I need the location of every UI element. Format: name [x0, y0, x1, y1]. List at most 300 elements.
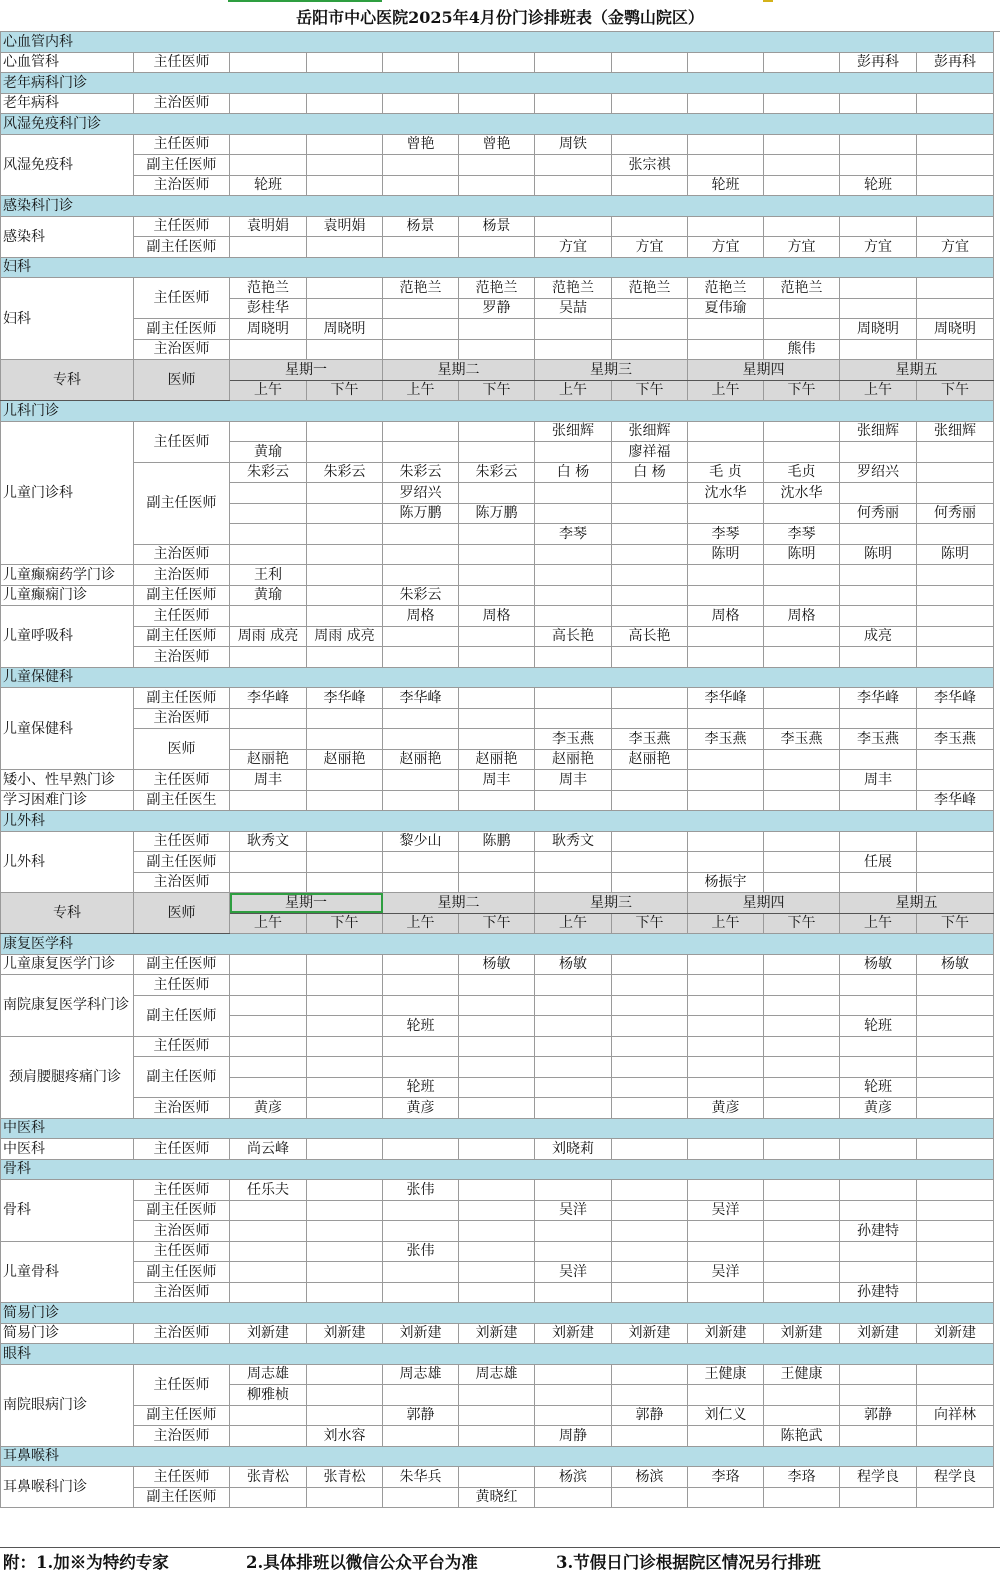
category-label: 感染科门诊: [1, 196, 994, 217]
schedule-cell: 周晓明: [230, 319, 307, 340]
schedule-cell: [230, 524, 307, 545]
dept-name: 心血管科: [1, 52, 134, 73]
doctor-title: 主任医师: [134, 278, 230, 319]
category-label: 中医科: [1, 1118, 994, 1139]
schedule-cell: [535, 565, 612, 586]
schedule-cell: [917, 708, 994, 729]
header-am: 上午: [230, 913, 307, 934]
schedule-cell: [230, 729, 307, 750]
schedule-row: [1, 1057, 994, 1078]
header-pm: 下午: [917, 380, 994, 401]
schedule-cell: 罗绍兴: [840, 462, 917, 483]
schedule-cell: [612, 1262, 688, 1283]
schedule-cell: [764, 1077, 840, 1098]
schedule-cell: [612, 565, 688, 586]
dept-name: 儿童康复医学门诊: [1, 954, 134, 975]
schedule-cell: [307, 1180, 383, 1201]
schedule-cell: [840, 524, 917, 545]
schedule-row: [1, 1036, 994, 1057]
schedule-cell: [688, 1487, 764, 1508]
schedule-cell: [612, 1098, 688, 1119]
schedule-cell: [840, 1180, 917, 1201]
doctor-title: 主任医师: [134, 770, 230, 791]
schedule-cell: 王利: [230, 565, 307, 586]
schedule-cell: 刘新建: [688, 1323, 764, 1344]
schedule-row: [1, 1467, 994, 1488]
schedule-cell: [917, 585, 994, 606]
schedule-cell: [764, 749, 840, 770]
schedule-cell: [688, 155, 764, 176]
schedule-cell: 沈水华: [764, 483, 840, 504]
schedule-cell: [917, 1241, 994, 1262]
schedule-cell: [840, 1262, 917, 1283]
schedule-cell: [840, 216, 917, 237]
schedule-cell: 方宜: [612, 237, 688, 258]
dept-name: 儿童癫痫门诊: [1, 585, 134, 606]
schedule-cell: 周丰: [459, 770, 535, 791]
schedule-cell: [612, 647, 688, 668]
schedule-cell: 曾艳: [459, 134, 535, 155]
schedule-row: [1, 339, 994, 360]
schedule-cell: 方宜: [840, 237, 917, 258]
schedule-cell: [230, 954, 307, 975]
schedule-cell: [230, 134, 307, 155]
schedule-cell: 李华峰: [383, 688, 459, 709]
schedule-cell: 陈明: [840, 544, 917, 565]
schedule-cell: [459, 1467, 535, 1488]
schedule-cell: 郭静: [612, 1405, 688, 1426]
schedule-cell: [917, 1282, 994, 1303]
schedule-cell: 程学良: [840, 1467, 917, 1488]
header-am: 上午: [230, 380, 307, 401]
schedule-cell: [917, 1364, 994, 1385]
header-pm: 下午: [459, 380, 535, 401]
schedule-cell: [459, 1385, 535, 1406]
title-bar: [0, 0, 1000, 32]
schedule-cell: 周静: [535, 1426, 612, 1447]
schedule-cell: [917, 483, 994, 504]
schedule-cell: [688, 1036, 764, 1057]
schedule-cell: 杨景: [383, 216, 459, 237]
schedule-cell: [917, 995, 994, 1016]
category-label: 儿童保健科: [1, 667, 994, 688]
schedule-cell: [535, 1036, 612, 1057]
schedule-cell: 刘新建: [535, 1323, 612, 1344]
schedule-cell: 李华峰: [230, 688, 307, 709]
schedule-cell: 何秀丽: [840, 503, 917, 524]
schedule-cell: [383, 1057, 459, 1078]
schedule-cell: [612, 975, 688, 996]
doctor-title: 副主任医师: [134, 585, 230, 606]
schedule-cell: 夏伟瑜: [688, 298, 764, 319]
schedule-cell: 张青松: [230, 1467, 307, 1488]
schedule-cell: [688, 216, 764, 237]
schedule-row: [1, 872, 994, 893]
header-day: 星期一: [230, 893, 383, 914]
schedule-cell: [764, 216, 840, 237]
schedule-cell: 朱彩云: [459, 462, 535, 483]
schedule-cell: 周丰: [535, 770, 612, 791]
schedule-cell: [688, 1016, 764, 1037]
schedule-cell: [307, 1200, 383, 1221]
footer-note-1: 附：1.加※为特约专家: [3, 1553, 169, 1572]
doctor-title: 主任医师: [134, 1139, 230, 1160]
schedule-cell: [688, 421, 764, 442]
schedule-cell: [459, 93, 535, 114]
schedule-cell: [535, 647, 612, 668]
category-label: 耳鼻喉科: [1, 1446, 994, 1467]
header-am: 上午: [535, 913, 612, 934]
schedule-cell: 黄晓红: [459, 1487, 535, 1508]
schedule-cell: [535, 1016, 612, 1037]
schedule-cell: 范艳兰: [535, 278, 612, 299]
schedule-cell: [383, 1282, 459, 1303]
schedule-cell: [307, 52, 383, 73]
category-label: 康复医学科: [1, 934, 994, 955]
schedule-row: [1, 954, 994, 975]
schedule-cell: [459, 483, 535, 504]
header-pm: 下午: [459, 913, 535, 934]
schedule-cell: [688, 1139, 764, 1160]
dept-name: 矮小、性早熟门诊: [1, 770, 134, 791]
schedule-cell: 郭静: [383, 1405, 459, 1426]
schedule-cell: [840, 339, 917, 360]
schedule-cell: [307, 1077, 383, 1098]
schedule-cell: [688, 975, 764, 996]
schedule-cell: [230, 1057, 307, 1078]
schedule-cell: 杨滨: [612, 1467, 688, 1488]
schedule-cell: [307, 524, 383, 545]
schedule-cell: [459, 1200, 535, 1221]
doctor-title: 副主任医生: [134, 790, 230, 811]
schedule-cell: 张细辉: [840, 421, 917, 442]
schedule-cell: [459, 585, 535, 606]
schedule-cell: [688, 134, 764, 155]
schedule-cell: [840, 1200, 917, 1221]
schedule-cell: [688, 1077, 764, 1098]
header-pm: 下午: [307, 380, 383, 401]
footer-note-3: 3.节假日门诊根据院区情况另行排班: [556, 1553, 821, 1572]
schedule-cell: 陈万鹏: [383, 503, 459, 524]
schedule-cell: [383, 1221, 459, 1242]
schedule-row: [1, 688, 994, 709]
category-row: [1, 667, 994, 688]
schedule-cell: [307, 421, 383, 442]
schedule-cell: [535, 995, 612, 1016]
schedule-row: [1, 1262, 994, 1283]
schedule-cell: 彭再科: [917, 52, 994, 73]
schedule-cell: 杨敏: [459, 954, 535, 975]
schedule-cell: [688, 1221, 764, 1242]
schedule-cell: [307, 1036, 383, 1057]
schedule-cell: [383, 1139, 459, 1160]
schedule-cell: [612, 872, 688, 893]
schedule-cell: [459, 1262, 535, 1283]
header-pm: 下午: [612, 380, 688, 401]
schedule-cell: [612, 1200, 688, 1221]
schedule-cell: 耿秀文: [535, 831, 612, 852]
schedule-cell: 轮班: [383, 1077, 459, 1098]
schedule-cell: 刘新建: [840, 1323, 917, 1344]
header-day: 星期四: [688, 893, 840, 914]
schedule-cell: 吴洋: [688, 1262, 764, 1283]
schedule-cell: [612, 319, 688, 340]
schedule-cell: [764, 319, 840, 340]
schedule-cell: [612, 1057, 688, 1078]
schedule-cell: 周格: [459, 606, 535, 627]
doctor-title: 主任医师: [134, 1241, 230, 1262]
schedule-cell: [612, 1077, 688, 1098]
schedule-cell: [688, 93, 764, 114]
schedule-row: [1, 995, 994, 1016]
schedule-cell: [840, 975, 917, 996]
schedule-cell: [383, 544, 459, 565]
schedule-cell: [917, 749, 994, 770]
doctor-title: 副主任医师: [134, 1262, 230, 1283]
schedule-cell: [840, 1139, 917, 1160]
schedule-cell: [917, 1077, 994, 1098]
schedule-cell: [459, 1139, 535, 1160]
schedule-cell: [840, 585, 917, 606]
schedule-cell: [383, 93, 459, 114]
schedule-cell: [612, 852, 688, 873]
schedule-cell: [612, 216, 688, 237]
schedule-cell: 赵丽艳: [307, 749, 383, 770]
doctor-title: 主治医师: [134, 339, 230, 360]
header-pm: 下午: [917, 913, 994, 934]
category-label: 风湿免疫科门诊: [1, 114, 994, 135]
schedule-cell: 轮班: [840, 1077, 917, 1098]
dept-name: 儿童癫痫药学门诊: [1, 565, 134, 586]
doctor-title: 主任医师: [134, 1467, 230, 1488]
schedule-cell: [764, 93, 840, 114]
header-day: 星期二: [383, 893, 535, 914]
schedule-row: [1, 319, 994, 340]
schedule-cell: 李华峰: [688, 688, 764, 709]
schedule-cell: [535, 1077, 612, 1098]
schedule-cell: [459, 319, 535, 340]
schedule-cell: [307, 790, 383, 811]
schedule-cell: [612, 708, 688, 729]
schedule-cell: [230, 503, 307, 524]
schedule-cell: [535, 1221, 612, 1242]
doctor-title: 主治医师: [134, 544, 230, 565]
schedule-cell: [612, 1487, 688, 1508]
schedule-cell: 周格: [383, 606, 459, 627]
schedule-cell: [688, 852, 764, 873]
schedule-cell: [459, 421, 535, 442]
schedule-cell: [917, 462, 994, 483]
schedule-cell: [307, 852, 383, 873]
schedule-cell: [764, 1139, 840, 1160]
schedule-cell: 轮班: [688, 175, 764, 196]
schedule-cell: 周志雄: [230, 1364, 307, 1385]
schedule-cell: 刘新建: [459, 1323, 535, 1344]
schedule-cell: [535, 1405, 612, 1426]
doctor-title: 主治医师: [134, 1282, 230, 1303]
footer-note-2: 2.具体排班以微信公众平台为准: [246, 1553, 478, 1572]
schedule-cell: [307, 1385, 383, 1406]
schedule-cell: [459, 790, 535, 811]
schedule-cell: [612, 524, 688, 545]
schedule-row: [1, 1364, 994, 1385]
doctor-title: 副主任医师: [134, 155, 230, 176]
schedule-cell: [459, 852, 535, 873]
schedule-row: [1, 708, 994, 729]
schedule-cell: [688, 647, 764, 668]
schedule-cell: 范艳兰: [230, 278, 307, 299]
schedule-cell: [764, 1098, 840, 1119]
doctor-title: 副主任医师: [134, 462, 230, 544]
schedule-cell: [535, 1098, 612, 1119]
schedule-cell: [535, 606, 612, 627]
schedule-cell: [917, 216, 994, 237]
schedule-cell: [612, 175, 688, 196]
schedule-cell: [764, 1180, 840, 1201]
doctor-title: 医师: [134, 729, 230, 770]
schedule-cell: [307, 647, 383, 668]
schedule-cell: [535, 872, 612, 893]
schedule-cell: 陈明: [917, 544, 994, 565]
schedule-cell: [230, 1200, 307, 1221]
cell-accent: [763, 0, 773, 2]
schedule-cell: 周雨 成亮: [307, 626, 383, 647]
schedule-cell: [459, 237, 535, 258]
schedule-cell: [764, 421, 840, 442]
schedule-cell: [383, 975, 459, 996]
category-row: [1, 196, 994, 217]
schedule-cell: 黄彦: [688, 1098, 764, 1119]
header-am: 上午: [383, 380, 459, 401]
schedule-cell: [688, 1057, 764, 1078]
schedule-cell: 周格: [688, 606, 764, 627]
schedule-cell: [764, 1241, 840, 1262]
schedule-cell: [917, 93, 994, 114]
schedule-cell: [917, 155, 994, 176]
schedule-cell: [230, 606, 307, 627]
schedule-cell: 方宜: [917, 237, 994, 258]
schedule-cell: [535, 688, 612, 709]
schedule-cell: [459, 1426, 535, 1447]
schedule-cell: [459, 1282, 535, 1303]
schedule-cell: [764, 1282, 840, 1303]
doctor-title: 主任医师: [134, 1364, 230, 1405]
schedule-cell: 黄彦: [230, 1098, 307, 1119]
schedule-cell: [459, 524, 535, 545]
schedule-cell: 朱彩云: [230, 462, 307, 483]
schedule-cell: 周雨 成亮: [230, 626, 307, 647]
header-row-days: [1, 360, 994, 381]
schedule-cell: 向祥林: [917, 1405, 994, 1426]
schedule-cell: [917, 626, 994, 647]
doctor-title: 主治医师: [134, 708, 230, 729]
schedule-cell: [307, 1241, 383, 1262]
schedule-cell: 范艳兰: [688, 278, 764, 299]
schedule-cell: [535, 216, 612, 237]
schedule-cell: [383, 237, 459, 258]
header-pm: 下午: [307, 913, 383, 934]
schedule-cell: [230, 1016, 307, 1037]
schedule-cell: 白 杨: [612, 462, 688, 483]
schedule-cell: [764, 1385, 840, 1406]
schedule-cell: [688, 442, 764, 463]
schedule-cell: [840, 606, 917, 627]
schedule-cell: [764, 175, 840, 196]
schedule-cell: [612, 606, 688, 627]
schedule-cell: [535, 544, 612, 565]
doctor-title: 副主任医师: [134, 995, 230, 1036]
schedule-cell: [612, 1364, 688, 1385]
schedule-cell: 廖祥福: [612, 442, 688, 463]
schedule-row: [1, 975, 994, 996]
schedule-cell: [764, 708, 840, 729]
schedule-cell: [917, 565, 994, 586]
schedule-cell: [612, 1139, 688, 1160]
schedule-cell: [688, 52, 764, 73]
header-doctor: 医师: [134, 360, 230, 401]
dept-name: 儿童保健科: [1, 688, 134, 770]
schedule-cell: 陈明: [764, 544, 840, 565]
dept-name: 儿童呼吸科: [1, 606, 134, 668]
schedule-cell: [688, 1241, 764, 1262]
schedule-cell: 朱彩云: [307, 462, 383, 483]
schedule-cell: [840, 872, 917, 893]
schedule-cell: [840, 708, 917, 729]
schedule-cell: [535, 1057, 612, 1078]
schedule-cell: 高长艳: [612, 626, 688, 647]
header-am: 上午: [383, 913, 459, 934]
schedule-cell: [459, 565, 535, 586]
schedule-cell: [840, 155, 917, 176]
dept-name: 南院眼病门诊: [1, 1364, 134, 1446]
schedule-cell: [307, 442, 383, 463]
schedule-cell: [535, 175, 612, 196]
category-row: [1, 1446, 994, 1467]
schedule-cell: [307, 175, 383, 196]
schedule-cell: [307, 585, 383, 606]
schedule-cell: [459, 1241, 535, 1262]
schedule-cell: 袁明娟: [230, 216, 307, 237]
schedule-cell: [230, 237, 307, 258]
schedule-row: [1, 1405, 994, 1426]
header-day: 星期四: [688, 360, 840, 381]
doctor-title: 主治医师: [134, 647, 230, 668]
dept-name: 儿童门诊科: [1, 421, 134, 565]
schedule-cell: [383, 995, 459, 1016]
schedule-cell: 李华峰: [917, 790, 994, 811]
schedule-cell: [917, 1016, 994, 1037]
schedule-cell: 陈鹏: [459, 831, 535, 852]
schedule-cell: 李玉燕: [612, 729, 688, 750]
schedule-row: [1, 544, 994, 565]
schedule-cell: [230, 1426, 307, 1447]
schedule-cell: [383, 954, 459, 975]
schedule-cell: [612, 770, 688, 791]
schedule-cell: [383, 52, 459, 73]
schedule-cell: [688, 1426, 764, 1447]
schedule-cell: 陈明: [688, 544, 764, 565]
schedule-cell: [612, 1016, 688, 1037]
schedule-cell: [383, 1036, 459, 1057]
schedule-cell: [840, 831, 917, 852]
schedule-cell: [535, 483, 612, 504]
schedule-cell: [688, 790, 764, 811]
schedule-cell: [535, 155, 612, 176]
schedule-cell: 程学良: [917, 1467, 994, 1488]
schedule-cell: [383, 1262, 459, 1283]
schedule-cell: 刘新建: [383, 1323, 459, 1344]
schedule-cell: [840, 995, 917, 1016]
